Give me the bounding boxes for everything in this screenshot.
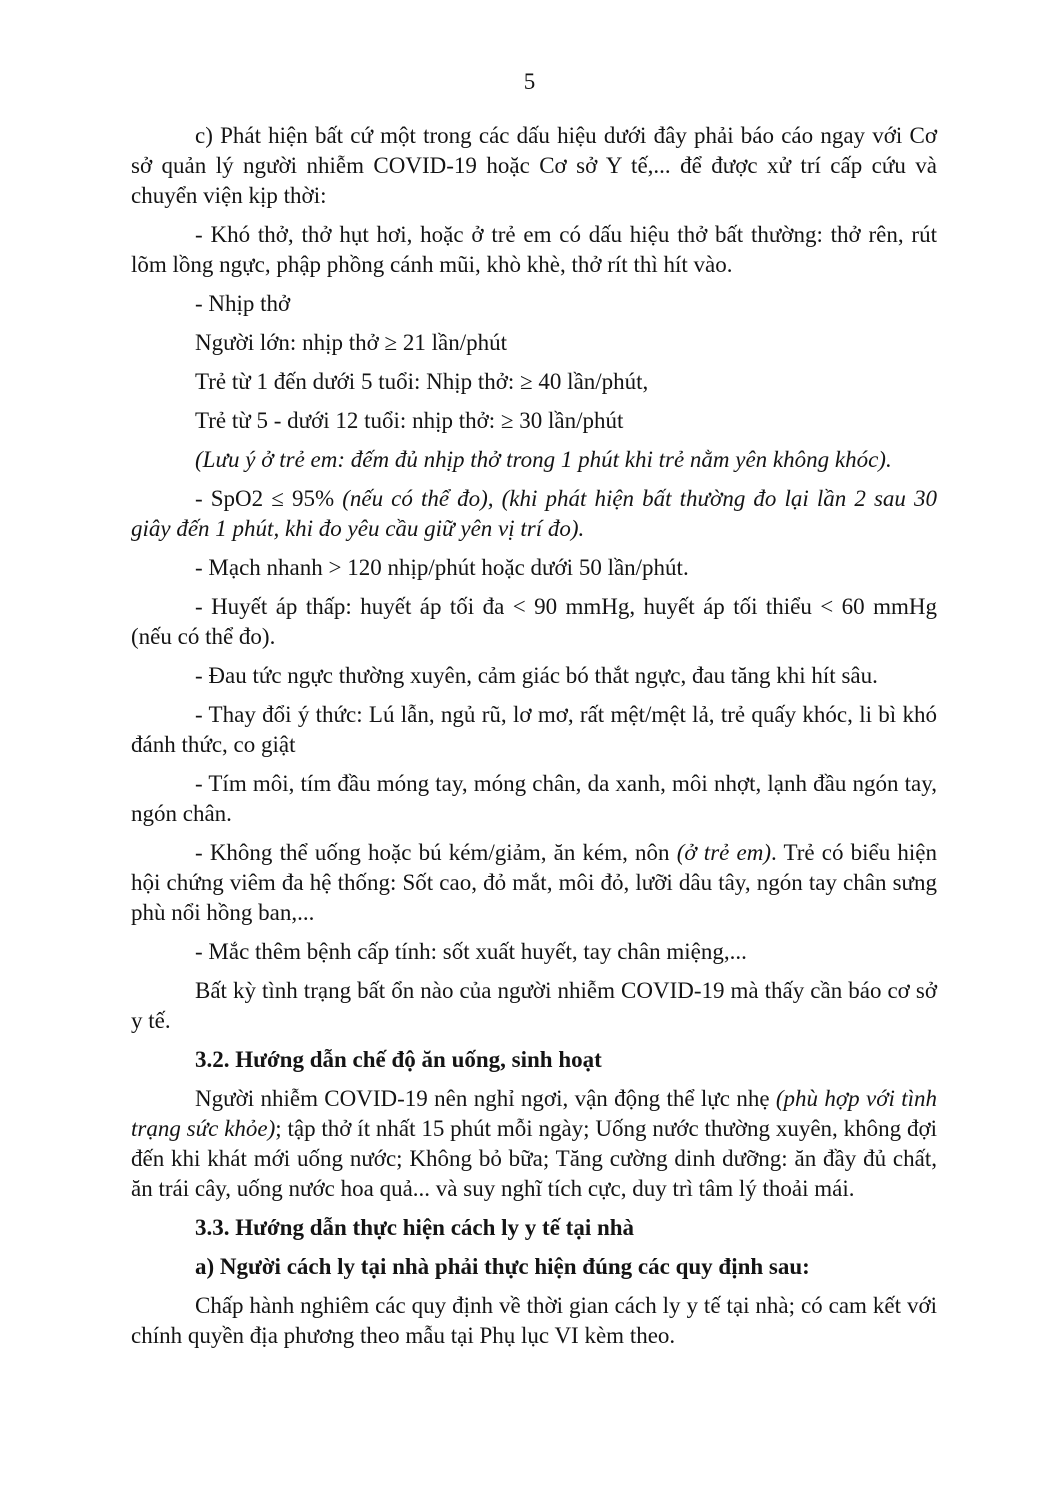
- sign-feeding: [131, 838, 937, 928]
- sign-blood-pressure: - Huyết áp thấp: huyết áp tối đa < 90 mmHg, huyết áp tối thiểu < 60 mmHg (nếu có thể đo).: [131, 594, 937, 649]
- sign-pulse: - Mạch nhanh > 120 nhịp/phút hoặc dưới 50 lần/phút.: [195, 555, 689, 580]
- breathing-rate-child-1-5: Trẻ từ 1 đến dưới 5 tuổi: Nhịp thở: ≥ 40 lần/phút,: [195, 369, 649, 394]
- breathing-rate-child-5-12: Trẻ từ 5 - dưới 12 tuổi: nhịp thở: ≥ 30 lần/phút: [195, 408, 624, 433]
- sign-chest-pain: - Đau tức ngực thường xuyên, cảm giác bó thắt ngực, đau tăng khi hít sâu.: [195, 663, 878, 688]
- feeding-c: . Trẻ có biểu hiện hội chứng viêm đa hệ thống: Sốt cao, đỏ mắt, môi đỏ, lưỡi dâu tây, ngón tay chân sưng phù nổi hồng ban,...: [131, 840, 937, 925]
- sign-spo2: [131, 484, 937, 544]
- sign-cyanosis: - Tím môi, tím đầu móng tay, móng chân, da xanh, môi nhợt, lạnh đầu ngón tay, ngón chân.: [131, 771, 937, 826]
- section-3-2-heading: 3.2. Hướng dẫn chế độ ăn uống, sinh hoạt: [195, 1047, 602, 1072]
- section-3-3-heading: 3.3. Hướng dẫn thực hiện cách ly y tế tại nhà: [195, 1215, 635, 1240]
- section-3-2-text: [131, 1084, 937, 1204]
- section-3-2-text-c: ; tập thở ít nhất 15 phút mỗi ngày; Uống nước thường xuyên, không đợi đến khi khát mới uống nước; Không bỏ bữa; Tăng cường dinh dưỡng: ăn đầy đủ chất, ăn trái cây, uống nước hoa quả... và suy nghĩ tích cực, duy trì tâm lý thoải mái.: [131, 1116, 937, 1201]
- section-3-2-text-a: Người nhiễm COVID-19 nên nghỉ ngơi, vận động thể lực nhẹ: [195, 1086, 776, 1111]
- section-3-2-text-b: (phù hợp với tình trạng sức khỏe): [131, 1086, 937, 1141]
- spo2-main: - SpO2 ≤ 95%: [195, 486, 335, 511]
- feeding-a: - Không thể uống hoặc bú kém/giảm, ăn kém, nôn: [195, 840, 677, 865]
- section-3-3-sub-heading: a) Người cách ly tại nhà phải thực hiện đúng các quy định sau:: [195, 1254, 810, 1279]
- section-3-3-text: Chấp hành nghiêm các quy định về thời gian cách ly y tế tại nhà; có cam kết với chính quyền địa phương theo mẫu tại Phụ lục VI kèm theo.: [131, 1293, 937, 1348]
- page-number: 5: [523, 69, 536, 94]
- section-c-intro: c) Phát hiện bất cứ một trong các dấu hiệu dưới đây phải báo cáo ngay với Cơ sở quản lý người nhiễm COVID-19 hoặc Cơ sở Y tế,... để được xử trí cấp cứu và chuyển viện kịp thời:: [131, 123, 937, 208]
- sign-acute-disease: - Mắc thêm bệnh cấp tính: sốt xuất huyết, tay chân miệng,...: [195, 939, 747, 964]
- sign-difficulty-breathing: - Khó thở, thở hụt hơi, hoặc ở trẻ em có dấu hiệu thở bất thường: thở rên, rút lõm lồng ngực, phập phồng cánh mũi, khò khè, thở rít thì hít vào.: [131, 222, 937, 277]
- document-body: [131, 121, 937, 1360]
- feeding-b: (ở trẻ em): [676, 840, 771, 865]
- sign-consciousness: - Thay đổi ý thức: Lú lẫn, ngủ rũ, lơ mơ, rất mệt/mệt lả, trẻ quấy khóc, li bì khó đánh thức, co giật: [131, 702, 937, 757]
- breathing-rate-note-text: (Lưu ý ở trẻ em: đếm đủ nhịp thở trong 1 phút khi trẻ nằm yên không khóc).: [195, 447, 892, 472]
- breathing-rate-note: [131, 445, 937, 475]
- sign-breathing-rate-heading: - Nhịp thở: [195, 291, 291, 316]
- breathing-rate-adult: Người lớn: nhịp thở ≥ 21 lần/phút: [195, 330, 508, 355]
- any-condition: Bất kỳ tình trạng bất ổn nào của người nhiễm COVID-19 mà thấy cần báo cơ sở y tế.: [131, 978, 937, 1033]
- spo2-note: (nếu có thể đo), (khi phát hiện bất thường đo lại lần 2 sau 30 giây đến 1 phút, khi đo yêu cầu giữ yên vị trí đo).: [131, 486, 937, 541]
